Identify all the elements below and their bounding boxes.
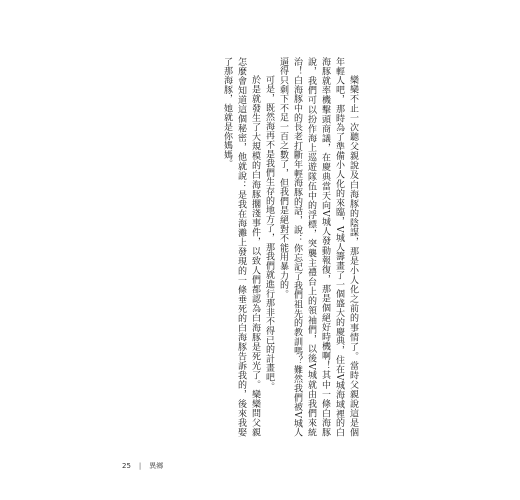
body-text (168, 57, 360, 437)
page-footer (122, 461, 163, 471)
paragraph-2: 可是，既然海再不是我們生存的地方了，那我們就進行那非不得已的計畫吧。 (264, 75, 274, 392)
paragraph-3: 於是就發生了大規模的白海豚擱淺事件，以致人們都認為白海豚是死光了。欒欒問父親怎麼會知道這個秘密，他就說：是我在海灘上發現的一條垂死的白海豚告訴我的，後來我娶了那海豚，她就是你媽媽。 (222, 57, 260, 437)
page-number: 25 (122, 462, 131, 470)
paragraph-1: 欒欒不止一次聽父親說及白海豚的陰謀，那是小人化之前的事情了。當時父親說這是個年輕人吧，那時為了準備小人化的來臨，V城人籌畫了一個盛大的慶典，住在V城海域裡的白海豚就率機擊頭商議，在慶典當天向V城人發動報復，那是個絕好時機啊！其中一條白海豚說，我們可以扮作海上巡遊隊伍中的浮標，突襲主禮台上的領袖們，以後V城就由我們來統治！白海豚中的長老打斷年輕海豚的話，說：你忘記了我們祖先的教訓嗎？難然我們被V城人逼得只剩下不足一百之數了，但我們是絕對不能用暴力的。 (278, 57, 358, 437)
section-title: 異鄉 (149, 462, 164, 470)
footer-separator: | (138, 462, 142, 470)
